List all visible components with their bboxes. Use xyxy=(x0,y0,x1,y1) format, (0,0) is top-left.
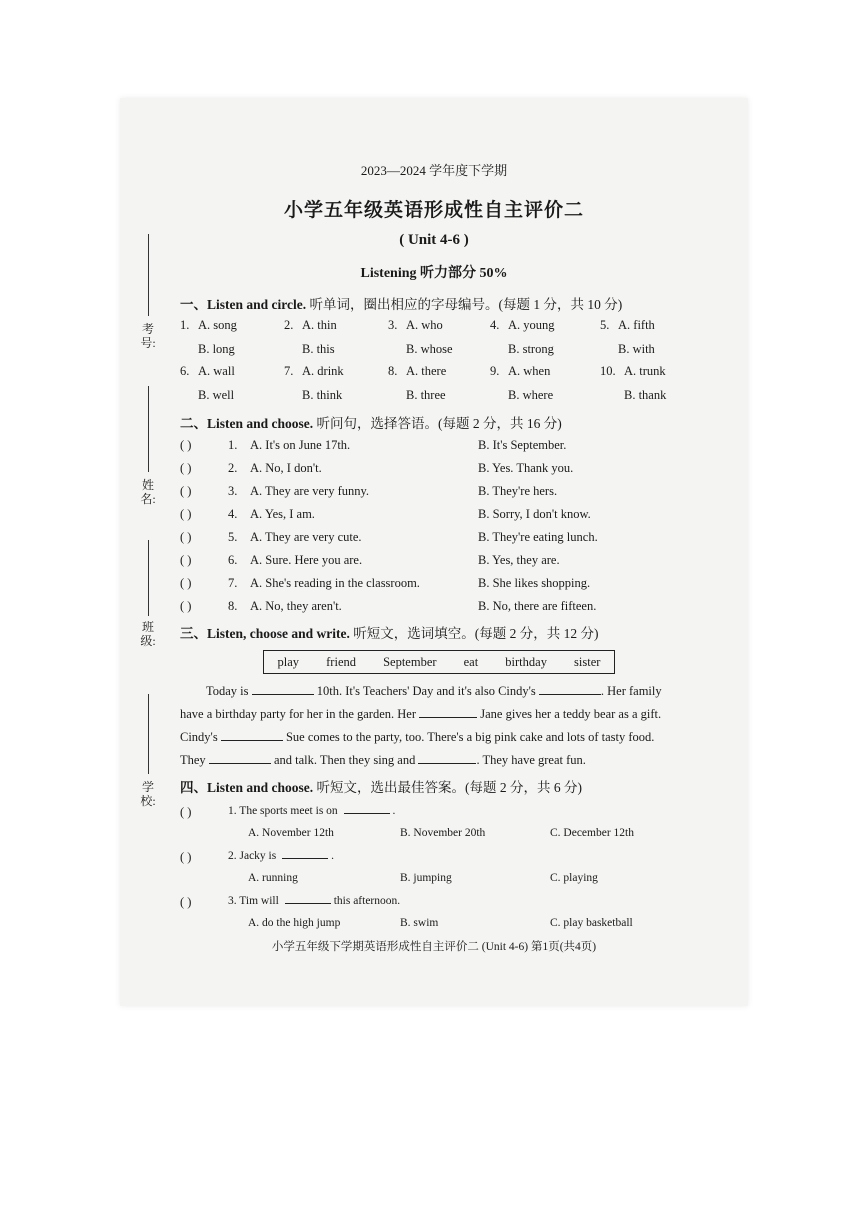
option-a: A. running xyxy=(248,872,298,884)
unit-label: ( Unit 4-6 ) xyxy=(399,232,469,248)
answer-parentheses[interactable]: ( ) xyxy=(180,895,192,909)
question-number: 5. xyxy=(228,530,238,544)
option-a[interactable]: A. wall xyxy=(198,364,235,378)
question-number: 6. xyxy=(228,553,238,567)
question-number: 8. xyxy=(228,599,238,613)
word-bank-item: birthday xyxy=(505,654,547,669)
question-number: 3. xyxy=(388,318,398,332)
option-b: B. No, there are fifteen. xyxy=(478,599,597,613)
year-term: 2023—2024 学年度下学期 xyxy=(360,163,508,178)
option-a: A. It's on June 17th. xyxy=(250,438,351,452)
option-b: B. She likes shopping. xyxy=(478,576,591,590)
word-bank-item: sister xyxy=(574,654,601,669)
option-b: B. They're eating lunch. xyxy=(478,530,598,544)
stem-text: 1. The sports meet is on xyxy=(228,805,338,817)
option-b[interactable]: B. where xyxy=(508,388,554,402)
listening-label: Listening 听力部分 50% xyxy=(360,266,508,281)
option-a: A. No, I don't. xyxy=(250,461,322,475)
answer-parentheses[interactable]: ( ) xyxy=(180,805,192,819)
stem-text: this afternoon. xyxy=(333,895,401,907)
answer-blank[interactable] xyxy=(221,740,283,741)
word-bank-item: friend xyxy=(326,654,356,669)
option-b: B. Sorry, I don't know. xyxy=(478,507,591,521)
option-a[interactable]: A. trunk xyxy=(624,364,666,378)
option-b: B. They're hers. xyxy=(478,484,558,498)
option-b[interactable]: B. this xyxy=(302,342,335,356)
option-b: B. November 20th xyxy=(400,827,486,839)
part4-heading: 四、Listen and choose. 听短文，选出最佳答案。(每题 2 分，共 6 分) xyxy=(180,780,583,795)
question-number: 4. xyxy=(490,318,500,332)
option-a: A. No, they aren't. xyxy=(250,599,342,613)
answer-parentheses[interactable]: ( ) xyxy=(180,507,192,521)
word-bank-item: eat xyxy=(463,654,479,669)
answer-parentheses[interactable]: ( ) xyxy=(180,553,192,567)
question-number: 4. xyxy=(228,507,238,521)
answer-blank[interactable] xyxy=(344,813,390,814)
page-title: 小学五年级英语形成性自主评价二 xyxy=(283,200,584,221)
option-b[interactable]: B. whose xyxy=(406,342,453,356)
option-a[interactable]: A. song xyxy=(198,318,237,332)
option-a: A. They are very funny. xyxy=(250,484,370,498)
question-stem xyxy=(228,805,395,817)
word-bank-item: September xyxy=(383,654,437,669)
question-stem xyxy=(228,895,400,907)
option-b[interactable]: B. think xyxy=(302,388,343,402)
option-c: C. December 12th xyxy=(550,827,634,839)
answer-blank[interactable] xyxy=(282,858,328,859)
answer-blank[interactable] xyxy=(539,694,601,695)
option-a[interactable]: A. young xyxy=(508,318,555,332)
question-number: 7. xyxy=(228,576,238,590)
option-b[interactable]: B. thank xyxy=(624,388,667,402)
option-c: C. playing xyxy=(550,872,598,884)
option-a[interactable]: A. there xyxy=(406,364,447,378)
answer-blank[interactable] xyxy=(419,717,477,718)
option-b: B. swim xyxy=(400,917,439,929)
answer-blank[interactable] xyxy=(285,903,331,904)
stem-text: 3. Tim will xyxy=(228,895,279,907)
part3-heading: 三、Listen, choose and write. 听短文，选词填空。(每题 2 分，共 12 分) xyxy=(180,626,599,641)
question-number: 7. xyxy=(284,364,294,378)
question-number: 3. xyxy=(228,484,238,498)
stem-text: . xyxy=(392,805,396,817)
option-a[interactable]: A. thin xyxy=(302,318,337,332)
option-a: A. Sure. Here you are. xyxy=(250,553,363,567)
question-number: 10. xyxy=(600,364,616,378)
class-label: 班级: xyxy=(140,620,156,648)
option-b: B. Yes. Thank you. xyxy=(478,461,574,475)
option-c: C. play basketball xyxy=(550,917,633,929)
answer-blank[interactable] xyxy=(209,763,271,764)
question-number: 5. xyxy=(600,318,610,332)
option-b: B. jumping xyxy=(400,872,452,884)
option-a[interactable]: A. fifth xyxy=(618,318,655,332)
name-label: 姓名: xyxy=(140,478,156,506)
answer-parentheses[interactable]: ( ) xyxy=(180,438,192,452)
answer-parentheses[interactable]: ( ) xyxy=(180,484,192,498)
answer-parentheses[interactable]: ( ) xyxy=(180,530,192,544)
option-a: A. November 12th xyxy=(248,827,334,839)
question-number: 9. xyxy=(490,364,500,378)
question-number: 2. xyxy=(284,318,294,332)
option-a[interactable]: A. drink xyxy=(302,364,344,378)
school-label: 学校: xyxy=(140,780,156,808)
question-number: 2. xyxy=(228,461,238,475)
word-bank-item: play xyxy=(277,654,300,669)
word-bank xyxy=(263,650,615,674)
passage-line-2: have a birthday party for her in the garden. Her Jane gives her a teddy bear as a gift. xyxy=(180,707,662,721)
answer-parentheses[interactable]: ( ) xyxy=(180,850,192,864)
name-line xyxy=(148,386,149,472)
option-b: B. Yes, they are. xyxy=(478,553,560,567)
stem-text: . xyxy=(331,850,334,862)
option-a: A. She's reading in the classroom. xyxy=(250,576,420,590)
option-a: A. do the high jump xyxy=(248,917,341,929)
exam-no-label: 考号: xyxy=(140,322,156,350)
question-number: 1. xyxy=(180,318,190,332)
option-a: A. They are very cute. xyxy=(250,530,362,544)
answer-blank[interactable] xyxy=(252,694,314,695)
passage-line-3: Cindy's Sue comes to the party, too. There's a big pink cake and lots of tasty food. xyxy=(180,730,655,744)
school-line xyxy=(148,694,149,774)
option-a: A. Yes, I am. xyxy=(250,507,315,521)
option-b[interactable]: B. three xyxy=(406,388,446,402)
question-number: 1. xyxy=(228,438,238,452)
option-b[interactable]: B. long xyxy=(198,342,235,356)
part1-heading: 一、Listen and circle. 听单词，圈出相应的字母编号。(每题 1 分，共 10 分) xyxy=(180,297,623,312)
option-a[interactable]: A. who xyxy=(406,318,443,332)
passage-line-4: They and talk. Then they sing and . They have great fun. xyxy=(180,753,586,767)
question-number: 8. xyxy=(388,364,398,378)
answer-parentheses[interactable]: ( ) xyxy=(180,461,192,475)
option-b[interactable]: B. strong xyxy=(508,342,554,356)
passage-line-1: Today is 10th. It's Teachers' Day and it's also Cindy's . Her family xyxy=(206,684,662,698)
answer-blank[interactable] xyxy=(418,763,476,764)
option-b: B. It's September. xyxy=(478,438,567,452)
option-b[interactable]: B. well xyxy=(198,388,235,402)
answer-parentheses[interactable]: ( ) xyxy=(180,599,192,613)
class-line xyxy=(148,540,149,616)
stem-text: 2. Jacky is xyxy=(228,850,277,862)
question-stem xyxy=(228,850,334,862)
option-a[interactable]: A. when xyxy=(508,364,551,378)
option-b[interactable]: B. with xyxy=(618,342,655,356)
answer-parentheses[interactable]: ( ) xyxy=(180,576,192,590)
page-footer: 小学五年级下学期英语形成性自主评价二 (Unit 4-6) 第1页(共4页) xyxy=(271,941,597,953)
part2-heading: 二、Listen and choose. 听问句，选择答语。(每题 2 分，共 16 分) xyxy=(180,416,562,431)
question-number: 6. xyxy=(180,364,190,378)
